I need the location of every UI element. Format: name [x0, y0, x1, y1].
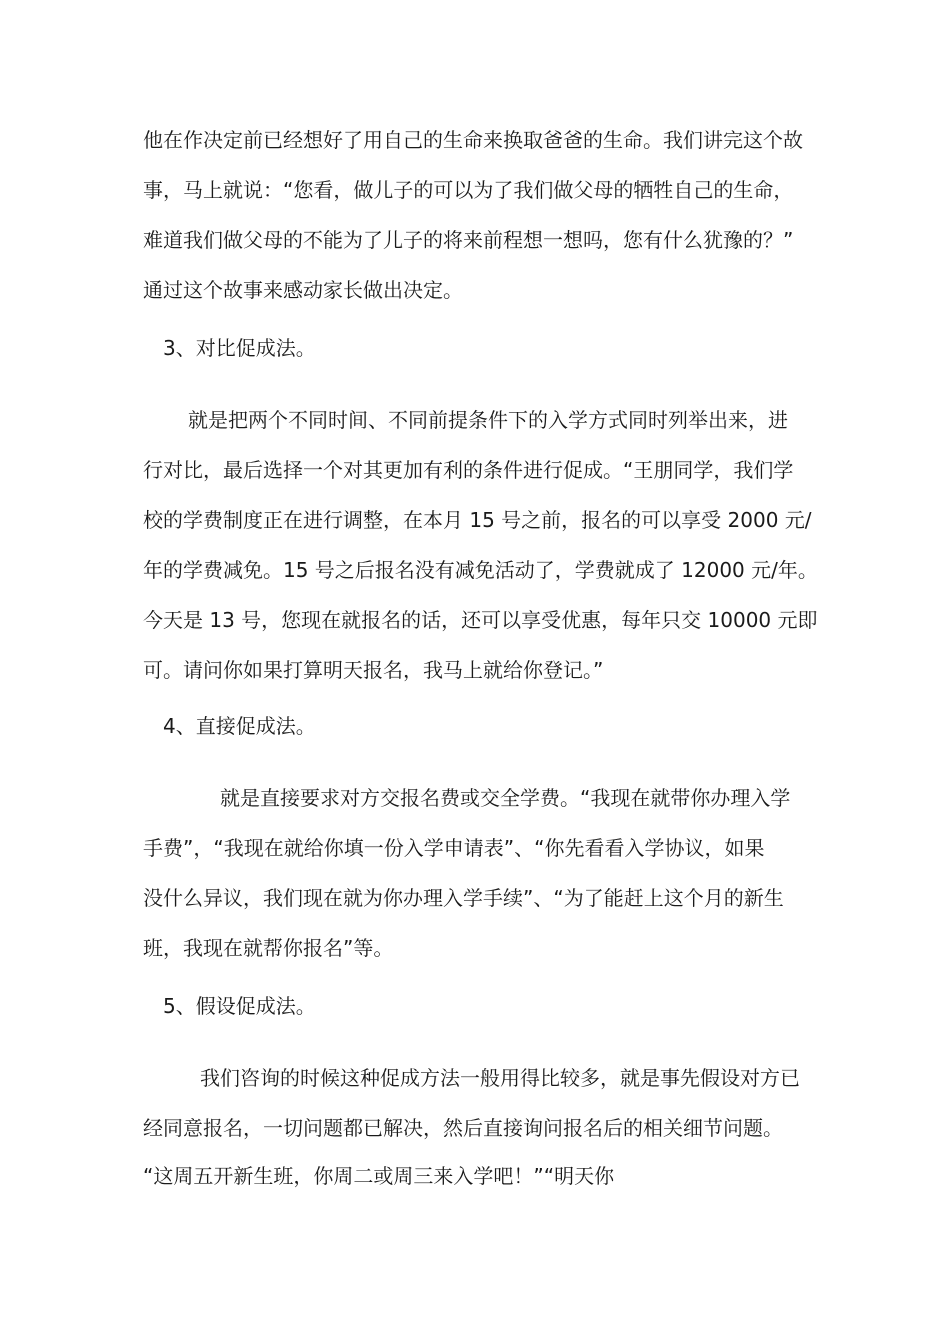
section-heading: 4、直接促成法。 [163, 714, 316, 738]
section-heading: 3、对比促成法。 [163, 336, 316, 360]
paragraph-line: 班，我现在就帮你报名”等。 [143, 936, 394, 960]
paragraph-line: 今天是 13 号，您现在就报名的话，还可以享受优惠，每年只交 10000 元即 [143, 608, 818, 632]
paragraph-line: 行对比，最后选择一个对其更加有利的条件进行促成。“王朋同学，我们学 [143, 458, 794, 482]
paragraph-line: “这周五开新生班，你周二或周三来入学吧！”“明天你 [143, 1164, 615, 1188]
paragraph-line: 没什么异议，我们现在就为你办理入学手续”、“为了能赶上这个月的新生 [143, 886, 784, 910]
paragraph-line: 校的学费制度正在进行调整，在本月 15 号之前，报名的可以享受 2000 元/ [143, 508, 812, 532]
paragraph-line: 可。请问你如果打算明天报名，我马上就给你登记。” [143, 658, 604, 682]
paragraph-line: 我们咨询的时候这种促成方法一般用得比较多，就是事先假设对方已 [200, 1066, 800, 1090]
section-heading: 5、假设促成法。 [163, 994, 316, 1018]
paragraph-line: 就是直接要求对方交报名费或交全学费。“我现在就带你办理入学 [220, 786, 791, 810]
paragraph-line: 事，马上就说：“您看，做儿子的可以为了我们做父母的牺牲自己的生命， [143, 178, 794, 202]
paragraph-line: 通过这个故事来感动家长做出决定。 [143, 278, 463, 302]
paragraph-line: 手费”，“我现在就给你填一份入学申请表”、“你先看看入学协议，如果 [143, 836, 765, 860]
paragraph-line: 年的学费减免。15 号之后报名没有减免活动了，学费就成了 12000 元/年。 [143, 558, 818, 582]
paragraph-line: 难道我们做父母的不能为了儿子的将来前程想一想吗，您有什么犹豫的？” [143, 228, 794, 252]
paragraph-line: 就是把两个不同时间、不同前提条件下的入学方式同时列举出来，进 [188, 408, 788, 432]
paragraph-line: 经同意报名，一切问题都已解决，然后直接询问报名后的相关细节问题。 [143, 1116, 783, 1140]
paragraph-line: 他在作决定前已经想好了用自己的生命来换取爸爸的生命。我们讲完这个故 [143, 128, 803, 152]
